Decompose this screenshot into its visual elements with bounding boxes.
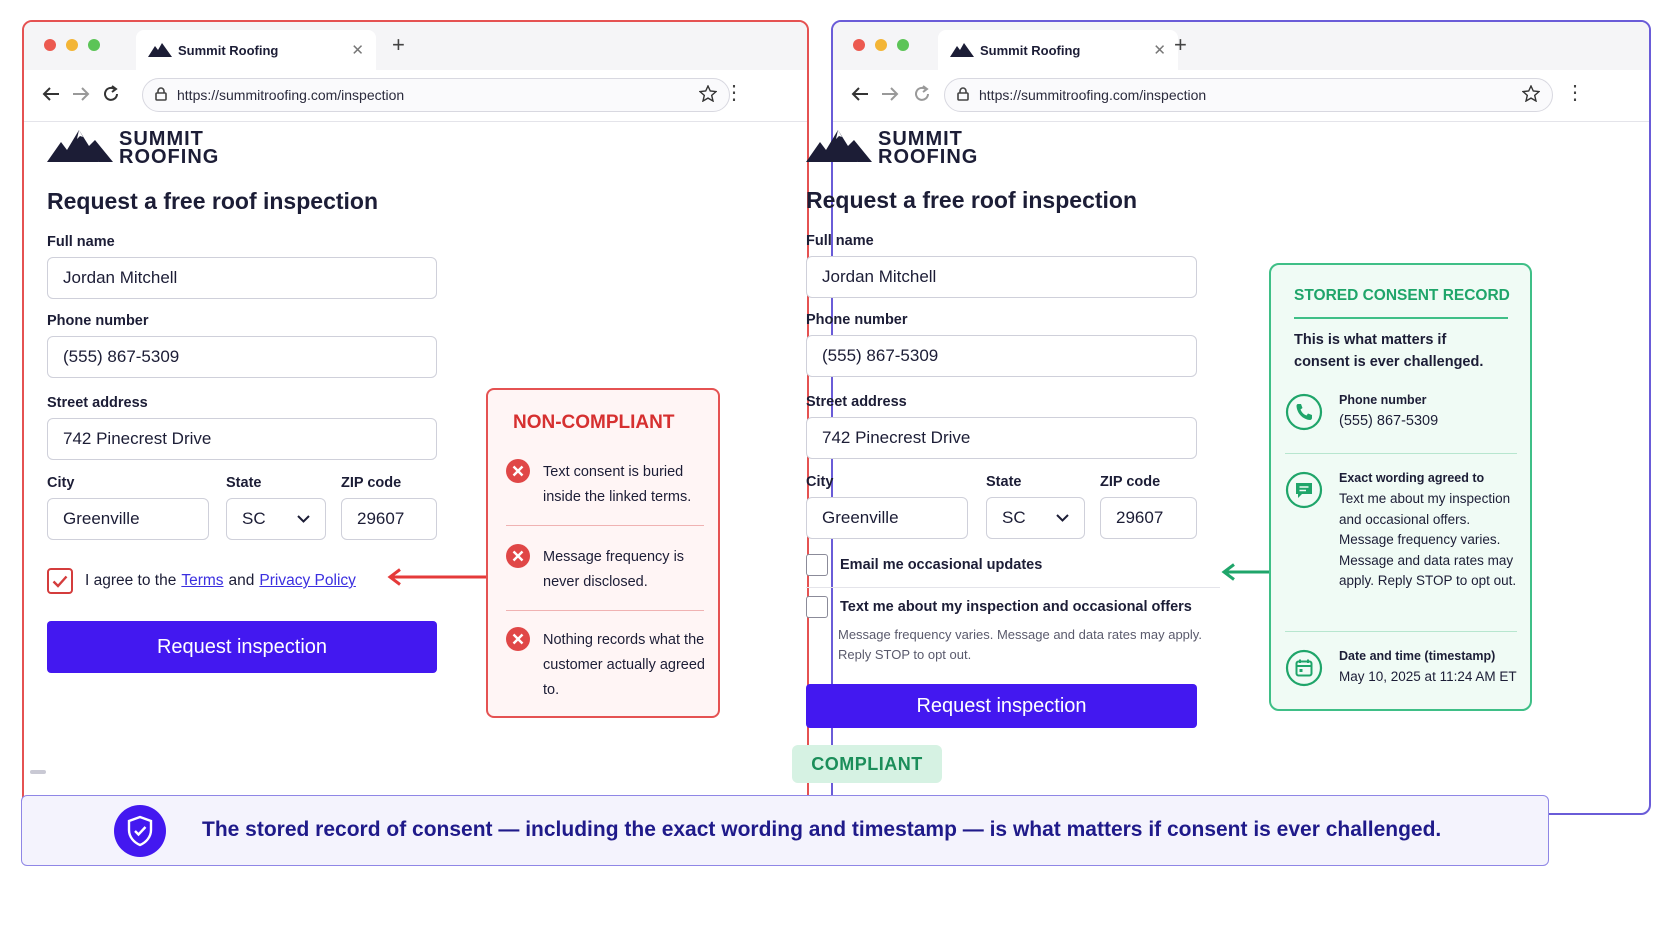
tab-title: Summit Roofing xyxy=(178,42,279,58)
brand-name-line1: SUMMIT xyxy=(878,127,963,150)
street-input[interactable]: 742 Pinecrest Drive xyxy=(806,417,1197,459)
brand-name-line2: ROOFING xyxy=(119,145,220,168)
privacy-policy-link[interactable]: Privacy Policy xyxy=(259,572,356,589)
new-tab-icon[interactable]: + xyxy=(1174,32,1187,57)
close-window-button[interactable] xyxy=(44,39,56,51)
phone-label: Phone number xyxy=(47,313,149,329)
tab-bar xyxy=(833,22,1649,70)
request-inspection-button[interactable]: Request inspection xyxy=(806,684,1197,728)
text-opt-in-label[interactable]: Text me about my inspection and occasional offers xyxy=(840,599,1192,615)
non-compliant-callout xyxy=(486,388,720,718)
forward-icon[interactable] xyxy=(70,82,92,106)
message-icon xyxy=(1285,471,1323,592)
state-select-value: SC xyxy=(1002,508,1026,527)
issue-text: Nothing records what the customer actually agreed to. xyxy=(543,632,705,698)
close-window-button[interactable] xyxy=(853,39,865,51)
consent-text: I agree to the xyxy=(85,572,177,589)
compliant-badge: COMPLIANT xyxy=(792,745,942,783)
state-select[interactable] xyxy=(226,498,326,540)
new-tab-icon[interactable]: + xyxy=(392,32,405,57)
url-text: https://summitroofing.com/inspection xyxy=(177,87,405,103)
sms-disclosure-text: Message frequency varies. Message and data rates may apply. Reply STOP to opt out. xyxy=(838,627,1202,662)
mountain-logo-icon xyxy=(148,43,172,57)
zip-input[interactable]: 29607 xyxy=(1100,497,1197,539)
full-name-input[interactable]: Jordan Mitchell xyxy=(806,256,1197,298)
brand-name-line2: ROOFING xyxy=(878,145,979,168)
chevron-down-icon xyxy=(297,515,310,523)
issue-item xyxy=(506,545,706,595)
city-input[interactable]: Greenville xyxy=(806,497,968,539)
tab-close-icon[interactable]: ✕ xyxy=(1153,42,1166,59)
email-opt-in-checkbox[interactable] xyxy=(806,554,828,576)
bookmark-star-icon[interactable] xyxy=(1522,85,1540,105)
maximize-window-button[interactable] xyxy=(88,39,100,51)
url-text: https://summitroofing.com/inspection xyxy=(979,87,1207,103)
chevron-down-icon xyxy=(1056,514,1069,522)
issue-text: Message frequency is never disclosed. xyxy=(543,549,685,590)
shield-check-icon xyxy=(114,805,166,857)
arrow-left-icon xyxy=(386,568,488,586)
lock-icon xyxy=(957,87,969,104)
browser-menu-icon[interactable]: ⋮ xyxy=(724,82,744,104)
stored-consent-record-panel xyxy=(1269,263,1532,711)
text-opt-in-row xyxy=(806,596,1192,618)
phone-input[interactable]: (555) 867-5309 xyxy=(47,336,437,378)
record-value: (555) 867-5309 xyxy=(1339,413,1439,429)
phone-label: Phone number xyxy=(806,312,908,328)
window-controls xyxy=(44,39,100,51)
browser-menu-icon[interactable]: ⋮ xyxy=(1565,82,1585,104)
state-select-value: SC xyxy=(242,509,266,528)
divider xyxy=(806,587,1220,588)
state-label: State xyxy=(226,475,262,491)
issue-item xyxy=(506,460,706,510)
forward-icon[interactable] xyxy=(879,82,901,106)
full-name-label: Full name xyxy=(806,233,874,249)
reload-icon[interactable] xyxy=(911,82,933,106)
zip-input[interactable]: 29607 xyxy=(341,498,437,540)
divider xyxy=(1294,317,1508,319)
decorative-mark xyxy=(30,770,46,774)
divider xyxy=(506,525,704,526)
issue-item xyxy=(506,628,706,703)
navigation-bar xyxy=(24,70,807,122)
mountain-logo-icon xyxy=(47,128,113,167)
street-input[interactable]: 742 Pinecrest Drive xyxy=(47,418,437,460)
full-name-label: Full name xyxy=(47,234,115,250)
state-select[interactable] xyxy=(986,497,1085,539)
reload-icon[interactable] xyxy=(100,82,122,106)
divider xyxy=(506,610,704,611)
request-inspection-button[interactable]: Request inspection xyxy=(47,621,437,673)
tab-title: Summit Roofing xyxy=(980,42,1081,58)
bookmark-star-icon[interactable] xyxy=(699,85,717,105)
record-label: Phone number xyxy=(1339,393,1427,407)
browser-tab[interactable] xyxy=(938,30,1178,70)
panel-intro: This is what matters if consent is ever challenged. xyxy=(1294,332,1484,370)
tab-bar xyxy=(24,22,807,70)
lock-icon xyxy=(155,87,167,104)
consent-and-text: and xyxy=(228,572,255,589)
zip-label: ZIP code xyxy=(341,475,402,491)
divider xyxy=(1285,631,1517,632)
banner-text: The stored record of consent — including the exact wording and timestamp — is what matters if consent is ever challenged. xyxy=(202,818,1442,841)
city-input[interactable]: Greenville xyxy=(47,498,209,540)
full-name-input[interactable]: Jordan Mitchell xyxy=(47,257,437,299)
checkmark-icon xyxy=(52,575,68,588)
phone-icon xyxy=(1285,393,1323,436)
callout-title: NON-COMPLIANT xyxy=(513,412,675,433)
record-label: Exact wording agreed to xyxy=(1339,471,1485,485)
minimize-window-button[interactable] xyxy=(875,39,887,51)
record-wording xyxy=(1285,471,1525,592)
record-timestamp xyxy=(1285,649,1525,692)
email-opt-in-row xyxy=(806,554,1042,576)
brand-name-line1: SUMMIT xyxy=(119,127,204,150)
panel-title: STORED CONSENT RECORD xyxy=(1294,287,1510,304)
window-controls xyxy=(853,39,909,51)
minimize-window-button[interactable] xyxy=(66,39,78,51)
street-label: Street address xyxy=(47,395,148,411)
key-takeaway-banner xyxy=(21,795,1549,866)
mountain-logo-icon xyxy=(806,128,872,167)
error-x-icon xyxy=(506,459,530,510)
email-opt-in-label[interactable]: Email me occasional updates xyxy=(840,557,1043,573)
address-bar[interactable] xyxy=(944,78,1553,112)
city-label: City xyxy=(806,474,834,490)
brand-logo xyxy=(47,128,219,167)
divider xyxy=(1285,453,1517,454)
browser-tab[interactable] xyxy=(136,30,376,70)
issue-text: Text consent is buried inside the linked terms. xyxy=(543,464,692,505)
record-value: Text me about my inspection and occasional offers. Message frequency varies. Message and data rates may apply. Reply STOP to opt out. xyxy=(1339,491,1517,588)
page-title: Request a free roof inspection xyxy=(806,187,1138,213)
calendar-icon xyxy=(1285,649,1323,692)
zip-label: ZIP code xyxy=(1100,474,1161,490)
maximize-window-button[interactable] xyxy=(897,39,909,51)
brand-logo xyxy=(806,128,978,167)
mountain-logo-icon xyxy=(950,43,974,57)
navigation-bar xyxy=(833,70,1649,122)
terms-link[interactable]: Terms xyxy=(181,572,224,589)
city-label: City xyxy=(47,475,75,491)
error-x-icon xyxy=(506,627,530,703)
address-bar[interactable] xyxy=(142,78,730,112)
terms-consent-row xyxy=(47,568,361,594)
record-value: May 10, 2025 at 11:24 AM ET xyxy=(1339,669,1517,684)
phone-input[interactable]: (555) 867-5309 xyxy=(806,335,1197,377)
error-x-icon xyxy=(506,544,530,595)
state-label: State xyxy=(986,474,1022,490)
back-icon[interactable] xyxy=(40,82,62,106)
terms-checkbox[interactable] xyxy=(47,568,73,594)
back-icon[interactable] xyxy=(849,82,871,106)
record-phone xyxy=(1285,393,1525,436)
street-label: Street address xyxy=(806,394,907,410)
text-opt-in-checkbox[interactable] xyxy=(806,596,828,618)
record-label: Date and time (timestamp) xyxy=(1339,649,1496,663)
page-title: Request a free roof inspection xyxy=(47,188,379,214)
tab-close-icon[interactable]: ✕ xyxy=(351,42,364,59)
arrow-left-icon xyxy=(1220,563,1272,581)
